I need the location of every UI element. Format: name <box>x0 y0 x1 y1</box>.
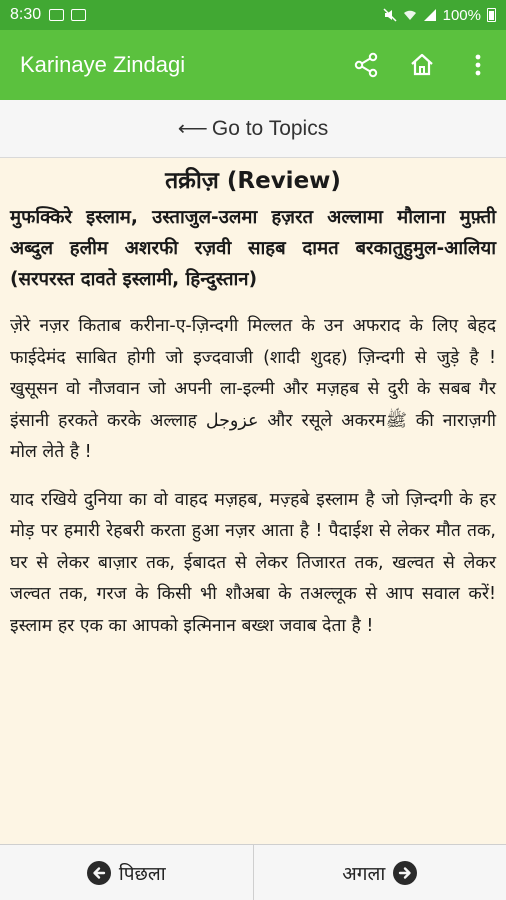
go-to-topics-button[interactable] <box>0 100 506 158</box>
share-button[interactable] <box>338 37 394 93</box>
arrow-left-icon: ⟵ <box>177 117 208 140</box>
image-icon <box>49 9 64 21</box>
bottom-nav <box>0 844 506 900</box>
next-button[interactable] <box>253 845 506 900</box>
app-bar <box>0 30 506 100</box>
status-bar <box>0 0 506 30</box>
wifi-icon <box>403 8 417 22</box>
more-options-button[interactable] <box>450 37 506 93</box>
status-time: 8:30 <box>10 6 42 23</box>
next-label: अगला <box>342 862 386 885</box>
article-subtitle: मुफक्किरे इस्लाम, उस्ताजुल-उलमा हज़रत अल्लामा मौलाना मुफ़्ती अब्दुल हलीम अशरफी रज़वी साहब दामत बरकातुहुमुल-आलिया (सरपरस्त दावते इस्लामी, हिन्दुस्तान) <box>10 207 496 290</box>
article-title: तक्रीज़ (Review) <box>165 168 341 194</box>
share-icon <box>353 52 379 78</box>
arrow-right-circle-icon <box>393 861 417 885</box>
article-paragraph: ज़ेरे नज़र किताब करीना-ए-ज़िन्दगी मिल्लत के उन अफराद के लिए बेहद फाईदेमंद साबित होगी जो इज्दवाजी (शादी शुदह) ज़िन्दगी से जुड़े है ! खुसूसन वो नौजवान जो अपनी ला-इल्मी और मज़हब से दुरी के सबब गैर इंसानी हरकते करके अल्लाह عزوجل और रसूले अकरमﷺ की नाराज़गी मोल लेते है ! <box>10 316 497 462</box>
go-to-topics-label: Go to Topics <box>211 116 329 140</box>
article-content[interactable] <box>0 158 506 844</box>
battery-percent: 100% <box>442 6 481 24</box>
previous-button[interactable] <box>0 845 253 900</box>
app-title: Karinaye Zindagi <box>20 52 186 77</box>
message-icon <box>71 9 86 21</box>
more-icon <box>473 52 483 78</box>
battery-icon <box>487 8 496 22</box>
home-icon <box>409 52 435 78</box>
signal-icon <box>423 8 437 22</box>
mute-icon <box>383 8 397 22</box>
previous-label: पिछला <box>118 862 166 885</box>
home-button[interactable] <box>394 37 450 93</box>
article-paragraph: याद रखिये दुनिया का वो वाहद मज़हब, मज़्हबे इस्लाम है जो ज़िन्दगी के हर मोड़ पर हमारी रेहबरी करता हुआ नज़र आता है ! पैदाईश से लेकर मौत तक, घर से लेकर बाज़ार तक, ईबादत से लेकर तिजारत तक, खल्वत से लेकर जल्वत तक, गरज के किसी भी शौअबा के तअल्लूक से आप सवाल करें! इस्लाम हर एक का आपको इत्मिनान बख्श जवाब देता है ! <box>10 489 496 636</box>
arrow-left-circle-icon <box>87 861 111 885</box>
